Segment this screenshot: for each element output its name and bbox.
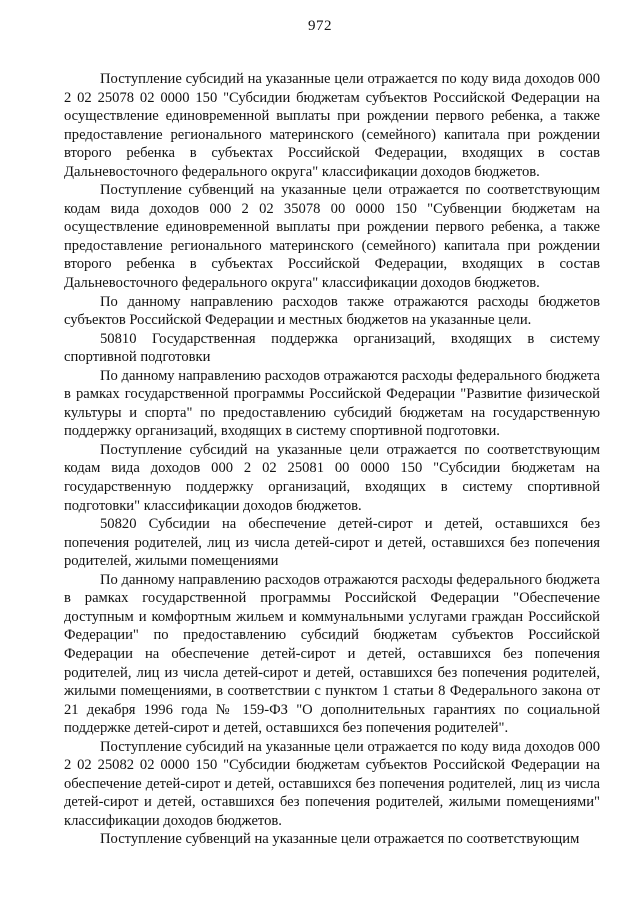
- paragraph-federal-sport-support: По данному направлению расходов отражаются расходы федерального бюджета в рамках государственной программы Российской Федерации "Развитие физической культуры и спорта" по предоставлению субсидий бюджетам на государственную поддержку организаций, входящих в систему спортивной подготовки.: [64, 367, 600, 440]
- paragraph-federal-housing-orphans: По данному направлению расходов отражаются расходы федерального бюджета в рамках государственной программы Российской Федерации "Обеспечение доступным и комфортным жильем и коммунальными услугами граждан Российской Федерации" по предоставлению субсидий бюджетам субъектов Российской Федерации на обеспечение детей-сирот и детей, оставшихся без попечения родителей, лиц из числа детей-сирот и детей, оставшихся без попечения родителей, жилыми помещениями, в соответствии с пунктом 1 статьи 8 Федерального закона от 21 декабря 1996 года № 159-ФЗ "О дополнительных гарантиях по социальной поддержке детей-сирот и детей, оставшихся без попечения родителей".: [64, 571, 600, 737]
- paragraph-subsidy-25082: Поступление субсидий на указанные цели отражается по коду вида доходов 000 2 02 25082 02 0000 150 "Субсидии бюджетам субъектов Российской Федерации на обеспечение детей-сирот и детей, оставшихся без попечения родителей, лиц из числа детей-сирот и детей, оставшихся без попечения родителей, жилыми помещениями" классификации доходов бюджетов.: [64, 738, 600, 829]
- paragraph-subsidy-25081: Поступление субсидий на указанные цели отражается по соответствующим кодам вида доходов 000 2 02 25081 00 0000 150 "Субсидии бюджетам на государственную поддержку организаций, входящих в систему спортивной подготовки" классификации доходов бюджетов.: [64, 441, 600, 514]
- paragraph-regional-budgets: По данному направлению расходов также отражаются расходы бюджетов субъектов Российской Федерации и местных бюджетов на указанные цели.: [64, 293, 600, 329]
- paragraph-subsidy-25078: Поступление субсидий на указанные цели отражается по коду вида доходов 000 2 02 25078 02 0000 150 "Субсидии бюджетам субъектов Российской Федерации на осуществление единовременной выплаты при рождении первого ребенка, а также предоставление регионального материнского (семейного) капитала при рождении второго ребенка в субъектах Российской Федерации, входящих в состав Дальневосточного федерального округа" классификации доходов бюджетов.: [64, 71, 600, 180]
- paragraph-subvention-continued: Поступление субвенций на указанные цели отражается по соответствующим: [100, 831, 580, 848]
- paragraph-subvention-35078: Поступление субвенций на указанные цели отражается по соответствующим кодам вида доходов 000 2 02 35078 00 0000 150 "Субвенции бюджетам на осуществление единовременной выплаты при рождении первого ребенка, а также предоставление регионального материнского (семейного) капитала при рождении второго ребенка в субъектах Российской Федерации, входящих в состав Дальневосточного федерального округа" классификации доходов бюджетов.: [64, 182, 600, 292]
- section-heading-50810: 50810 Государственная поддержка организаций, входящих в систему спортивной подготовки: [64, 330, 600, 366]
- document-body: [64, 70, 600, 849]
- section-heading-50820: 50820 Субсидии на обеспечение детей-сирот и детей, оставшихся без попечения родителей, лиц из числа детей-сирот и детей, оставшихся без попечения родителей, жилыми помещениями: [64, 516, 600, 570]
- page-number: 972: [308, 18, 332, 34]
